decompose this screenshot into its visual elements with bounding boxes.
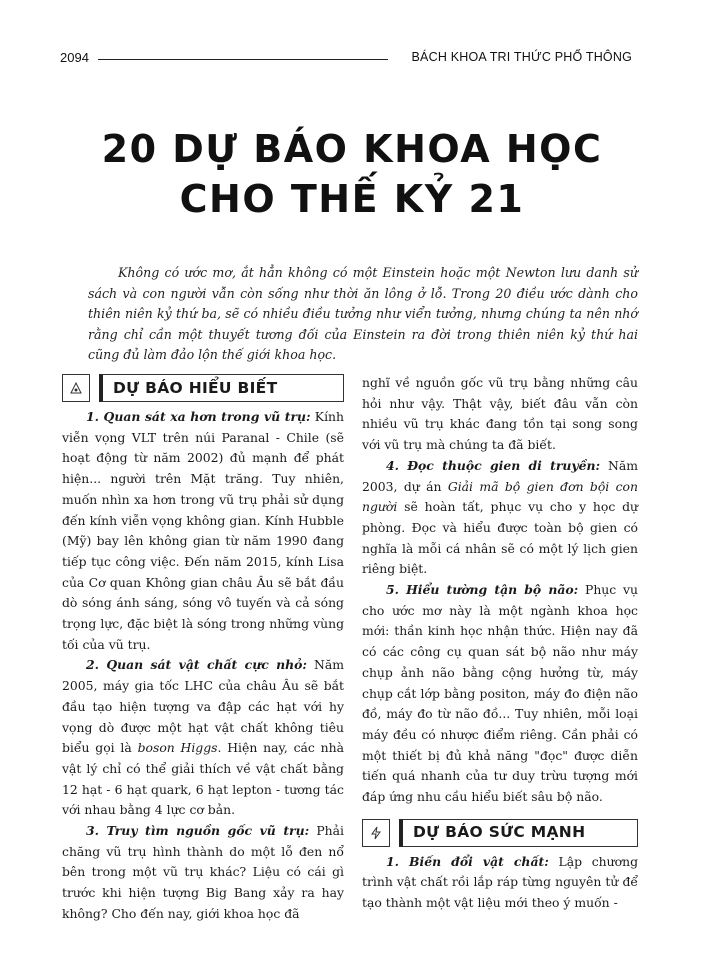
- item-paragraph: [362, 852, 638, 914]
- section-title: DỰ BÁO SỨC MẠNH: [399, 819, 638, 847]
- header-rule-left: [98, 59, 388, 60]
- item-body: Phải chăng vũ trụ hình thành do một lỗ đen nổ bên trong một vũ trụ khác? Liệu có cái gì trước khi hiện tượng Big Bang xảy ra hay không? Cho đến nay, giới khoa học đã: [62, 823, 344, 921]
- item-lead: 3. Truy tìm nguồn gốc vũ trụ:: [86, 823, 310, 839]
- item-body: Lập chương trình vật chất rồi lắp ráp từng nguyên tử để tạo thành một vật liệu mới theo ý muốn -: [362, 853, 638, 911]
- item-body: . Hiện nay, các nhà vật lý chỉ có thể giải thích về vật chất bằng 12 hạt - 6 hạt quark, 6 hạt lepton - tương tác với nhau bằng 4 lực cơ bản.: [62, 740, 344, 818]
- item-emphasis: Giải mã bộ gien đơn bội con người: [362, 478, 638, 515]
- item-body: Phục vụ cho ước mơ này là một ngành khoa học mới: thần kinh học nhận thức. Hiện nay đã có các công cụ quan sát bộ não như máy chụp ảnh não bằng cộng hưởng từ, máy chụp cắt lớp bằng positon, máy đo điện não đồ, máy đo từ não đồ... Tuy nhiên, mỗi loại máy đều có nhược điểm riêng. Cần phải có một thiết bị đủ khả năng "đọc" được diễn tiến quá nhanh của tư duy trừu tượng mới đáp ứng nhu cầu hiểu biết sâu bộ não.: [362, 582, 638, 805]
- item-lead: 2. Quan sát vật chất cực nhỏ:: [86, 657, 307, 673]
- item-body: Kính viễn vọng VLT trên núi Paranal - Chile (sẽ hoạt động từ năm 2002) đủ mạnh để phát hiện... người trên Mặt trăng. Tuy nhiên, muốn nhìn xa hơn trong vũ trụ phải sử dụng đến kính viễn vọng không gian. Kính Hubble (Mỹ) bay lên không gian từ năm 1990 đang tiếp tục công việc. Đến năm 2015, kính Lisa của Cơ quan Không gian châu Âu sẽ bắt đầu dò sóng ánh sáng, sóng vô tuyến và cả sóng trọng lực, đặc biệt là sóng trong những vùng tối của vũ trụ.: [62, 409, 344, 652]
- section-title: DỰ BÁO HIỂU BIẾT: [99, 374, 344, 402]
- item-lead: 1. Quan sát xa hơn trong vũ trụ:: [86, 409, 311, 424]
- article-title-line2: CHO THẾ KỶ 21: [179, 177, 525, 221]
- running-title: BÁCH KHOA TRI THỨC PHỔ THÔNG: [411, 50, 632, 64]
- item-paragraph: [62, 655, 344, 821]
- item-continuation: nghĩ về nguồn gốc vũ trụ bằng những câu hỏi như vậy. Thật vậy, biết đâu vẫn còn nhiều vũ trụ khác đang tồn tại song song với vũ trụ mà chúng ta đã biết.: [362, 375, 638, 453]
- item-body: Năm 2003, dự án: [362, 457, 638, 494]
- right-column: [362, 373, 638, 914]
- section-icon: [62, 374, 90, 402]
- intro-paragraph: Không có ước mơ, ắt hẳn không có một Einstein hoặc một Newton lưu danh sử sách và con người vẫn còn sống như thời ăn lông ở lỗ. Trong 20 điều ước dành cho thiên niên kỷ thứ ba, sẽ có nhiều điều tưởng như viển tưởng, nhưng chúng ta nên nhớ rằng chỉ cần một thuyết tương đối của Einstein ra đời trong thiên niên kỷ thứ hai cũng đủ làm đảo lộn thế giới khoa học.: [88, 265, 638, 363]
- page-number: 2094: [60, 50, 89, 65]
- item-lead: 4. Đọc thuộc gien di truyền:: [386, 457, 601, 473]
- section-icon: [362, 819, 390, 847]
- section-heading-knowledge: [62, 373, 344, 403]
- item-paragraph: [362, 456, 638, 580]
- section-heading-power: [362, 818, 638, 848]
- article-title-line1: 20 DỰ BÁO KHOA HỌC: [101, 127, 603, 171]
- item-emphasis: boson Higgs: [137, 740, 218, 756]
- item-paragraph: [62, 407, 344, 655]
- item-paragraph: [362, 580, 638, 808]
- item-lead: 1. Biến đổi vật chất:: [386, 853, 549, 869]
- item-body: sẽ hoàn tất, phục vụ cho y học dự phòng. Đọc và hiểu được toàn bộ gien có nghĩa là mỗi cá nhân sẽ có một lý lịch gien riêng biệt.: [362, 499, 638, 577]
- item-lead: 5. Hiểu tường tận bộ não:: [386, 582, 579, 598]
- item-body: Năm 2005, máy gia tốc LHC của châu Âu sẽ bắt đầu tạo hiện tượng va đập các hạt với hy vọng dò được một hạt vật chất không tiêu biểu gọi là: [62, 657, 344, 756]
- item-paragraph: [62, 821, 344, 925]
- left-column: [62, 370, 344, 925]
